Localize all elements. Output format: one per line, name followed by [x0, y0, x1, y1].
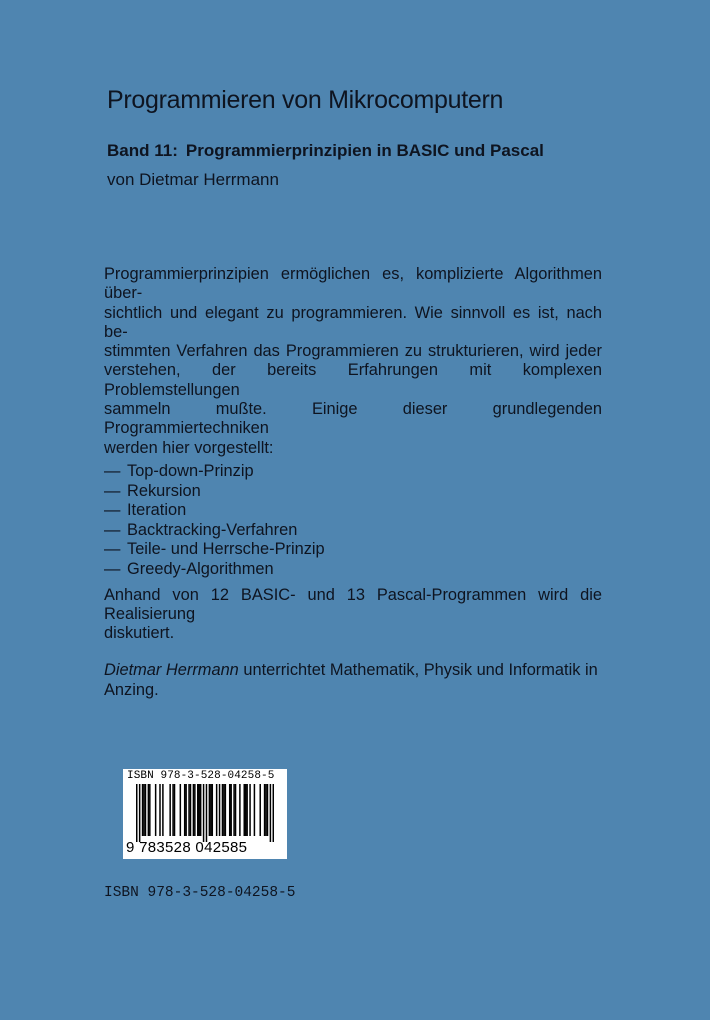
barcode-bar — [235, 784, 237, 836]
barcode-bar — [265, 784, 267, 836]
barcode-bar — [222, 784, 224, 836]
technique-list — [104, 462, 602, 580]
list-item: — Greedy-Algorithmen — [104, 559, 274, 578]
list-dash: — — [104, 501, 121, 520]
volume-title: Programmierprinzipien in BASIC und Pascal — [185, 141, 544, 160]
blurb-line: Programmierprinzipien ermöglichen es, komplizierte Algorithmen über- — [104, 265, 602, 303]
barcode-bar — [210, 784, 212, 836]
barcode-bar — [172, 784, 174, 836]
blurb-line: werden hier vorgestellt: — [104, 438, 274, 457]
barcode-bar — [225, 784, 227, 836]
list-item: — Rekursion — [104, 481, 201, 500]
blurb-paragraph — [104, 265, 602, 458]
barcode-bar — [142, 784, 144, 836]
barcode-bar — [270, 784, 272, 842]
list-item: — Backtracking-Verfahren — [104, 520, 298, 539]
barcode-bar — [264, 784, 266, 836]
barcode — [123, 769, 287, 859]
barcode-bar — [184, 784, 186, 836]
blurb-line: sichtlich und elegant zu programmieren. Wie sinnvoll es ist, nach be- — [104, 303, 602, 341]
barcode-bar — [223, 784, 225, 836]
list-dash: — — [104, 481, 121, 500]
list-dash: — — [104, 559, 121, 578]
barcode-bar — [249, 784, 251, 836]
barcode-bar — [216, 784, 218, 836]
barcode-bar — [143, 784, 145, 836]
author-note — [104, 661, 602, 700]
list-dash: — — [104, 461, 121, 480]
author-note-text: unterrichtet Mathematik, Physik und Informatik in Anzing. — [104, 661, 598, 699]
list-item: — Top-down-Prinzip — [104, 461, 254, 480]
barcode-bar — [209, 784, 211, 836]
blurb-line: sammeln mußte. Einige dieser grundlegenden Programmiertechniken — [104, 400, 602, 438]
barcode-bar — [212, 784, 214, 836]
barcode-bar — [230, 784, 232, 836]
barcode-bar — [148, 784, 150, 836]
barcode-bar — [149, 784, 151, 836]
blurb-line: verstehen, der bereits Erfahrungen mit komplexen Problemstellungen — [104, 361, 602, 399]
barcode-bar — [145, 784, 147, 836]
series-title: Programmieren von Mikrocomputern — [107, 86, 504, 114]
blurb-line: stimmten Verfahren das Programmieren zu strukturieren, wird jeder — [104, 342, 602, 361]
barcode-bar — [169, 784, 171, 836]
isbn-bottom: ISBN 978-3-528-04258-5 — [104, 885, 296, 901]
barcode-bar — [200, 784, 202, 836]
barcode-bar — [273, 784, 274, 842]
list-item: — Teile- und Herrsche-Prinzip — [104, 540, 325, 559]
barcode-bar — [194, 784, 196, 836]
barcode-bar — [197, 784, 199, 836]
barcode-bar — [259, 784, 261, 836]
barcode-bar — [233, 784, 235, 836]
barcode-bar — [229, 784, 231, 836]
barcode-digits: 9 783528 042585 — [126, 839, 248, 856]
barcode-bar — [267, 784, 269, 836]
barcode-bar — [245, 784, 247, 836]
author-line: von Dietmar Herrmann — [107, 170, 279, 189]
barcode-bar — [193, 784, 195, 836]
list-item: — Iteration — [104, 501, 187, 520]
barcode-bar — [190, 784, 192, 836]
blurb-line: diskutiert. — [104, 624, 175, 643]
barcode-bars — [136, 784, 274, 842]
barcode-bar — [155, 784, 157, 836]
blurb-line: Anhand von 12 BASIC- und 13 Pascal-Programmen wird die Realisierung — [104, 585, 602, 623]
barcode-bar — [246, 784, 248, 836]
barcode-bar — [162, 784, 164, 836]
blurb-after — [104, 586, 602, 644]
barcode-bar — [254, 784, 256, 836]
barcode-bar — [206, 784, 208, 842]
barcode-bar — [139, 784, 141, 842]
list-dash: — — [104, 540, 121, 559]
barcode-isbn: ISBN 978-3-528-04258-5 — [127, 770, 275, 782]
barcode-bar — [203, 784, 205, 842]
volume-heading — [107, 141, 544, 161]
barcode-bar — [243, 784, 245, 836]
author-name: Dietmar Herrmann — [104, 661, 239, 680]
list-dash: — — [104, 520, 121, 539]
barcode-bar — [185, 784, 187, 836]
barcode-bar — [159, 784, 161, 836]
barcode-bar — [174, 784, 176, 836]
barcode-bar — [136, 784, 138, 842]
barcode-bar — [239, 784, 241, 836]
blurb-text — [104, 265, 602, 700]
volume-number: Band 11: — [107, 141, 178, 160]
barcode-bar — [219, 784, 221, 836]
barcode-bar — [180, 784, 182, 836]
barcode-bar — [198, 784, 200, 836]
barcode-bar — [188, 784, 190, 836]
